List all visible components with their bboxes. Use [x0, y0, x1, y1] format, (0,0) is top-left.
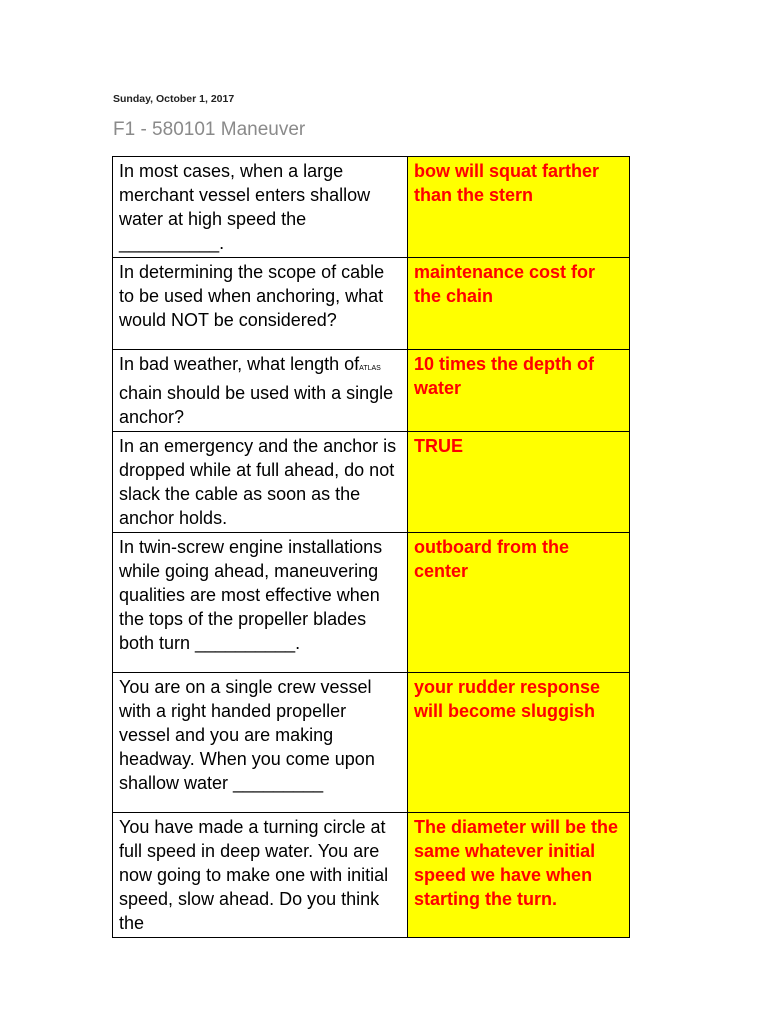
page-title: F1 - 580101 Maneuver	[113, 119, 306, 140]
page-date: Sunday, October 1, 2017	[113, 93, 235, 105]
qa-table	[112, 156, 630, 938]
question-cell	[113, 350, 408, 432]
table-row	[113, 350, 630, 432]
question-cell: In determining the scope of cable to be used when anchoring, what would NOT be considered?	[113, 258, 408, 350]
atlas-watermark: ATLAS	[359, 365, 381, 372]
table-row	[113, 432, 630, 533]
table-row	[113, 157, 630, 258]
question-cell: You are on a single crew vessel with a right handed propeller vessel and you are making headway. When you come upon shallow water _________	[113, 673, 408, 813]
table-row	[113, 533, 630, 673]
question-text-end: chain should be used with a single anchor?	[119, 383, 394, 427]
answer-cell: 10 times the depth of water	[408, 350, 630, 432]
question-text-start: In bad weather, what length of	[119, 354, 360, 374]
table-row	[113, 673, 630, 813]
question-cell: In twin-screw engine installations while going ahead, maneuvering qualities are most effective when the tops of the propeller blades both turn __________.	[113, 533, 408, 673]
answer-cell: outboard from the center	[408, 533, 630, 673]
answer-cell: maintenance cost for the chain	[408, 258, 630, 350]
answer-cell: your rudder response will become sluggish	[408, 673, 630, 813]
table-row	[113, 258, 630, 350]
table-row	[113, 813, 630, 938]
question-cell: In most cases, when a large merchant vessel enters shallow water at high speed the __________.	[113, 157, 408, 258]
answer-cell: bow will squat farther than the stern	[408, 157, 630, 258]
answer-cell: The diameter will be the same whatever initial speed we have when starting the turn.	[408, 813, 630, 938]
question-cell: You have made a turning circle at full speed in deep water. You are now going to make one with initial speed, slow ahead. Do you think the	[113, 813, 408, 938]
question-cell: In an emergency and the anchor is dropped while at full ahead, do not slack the cable as soon as the anchor holds.	[113, 432, 408, 533]
answer-cell: TRUE	[408, 432, 630, 533]
